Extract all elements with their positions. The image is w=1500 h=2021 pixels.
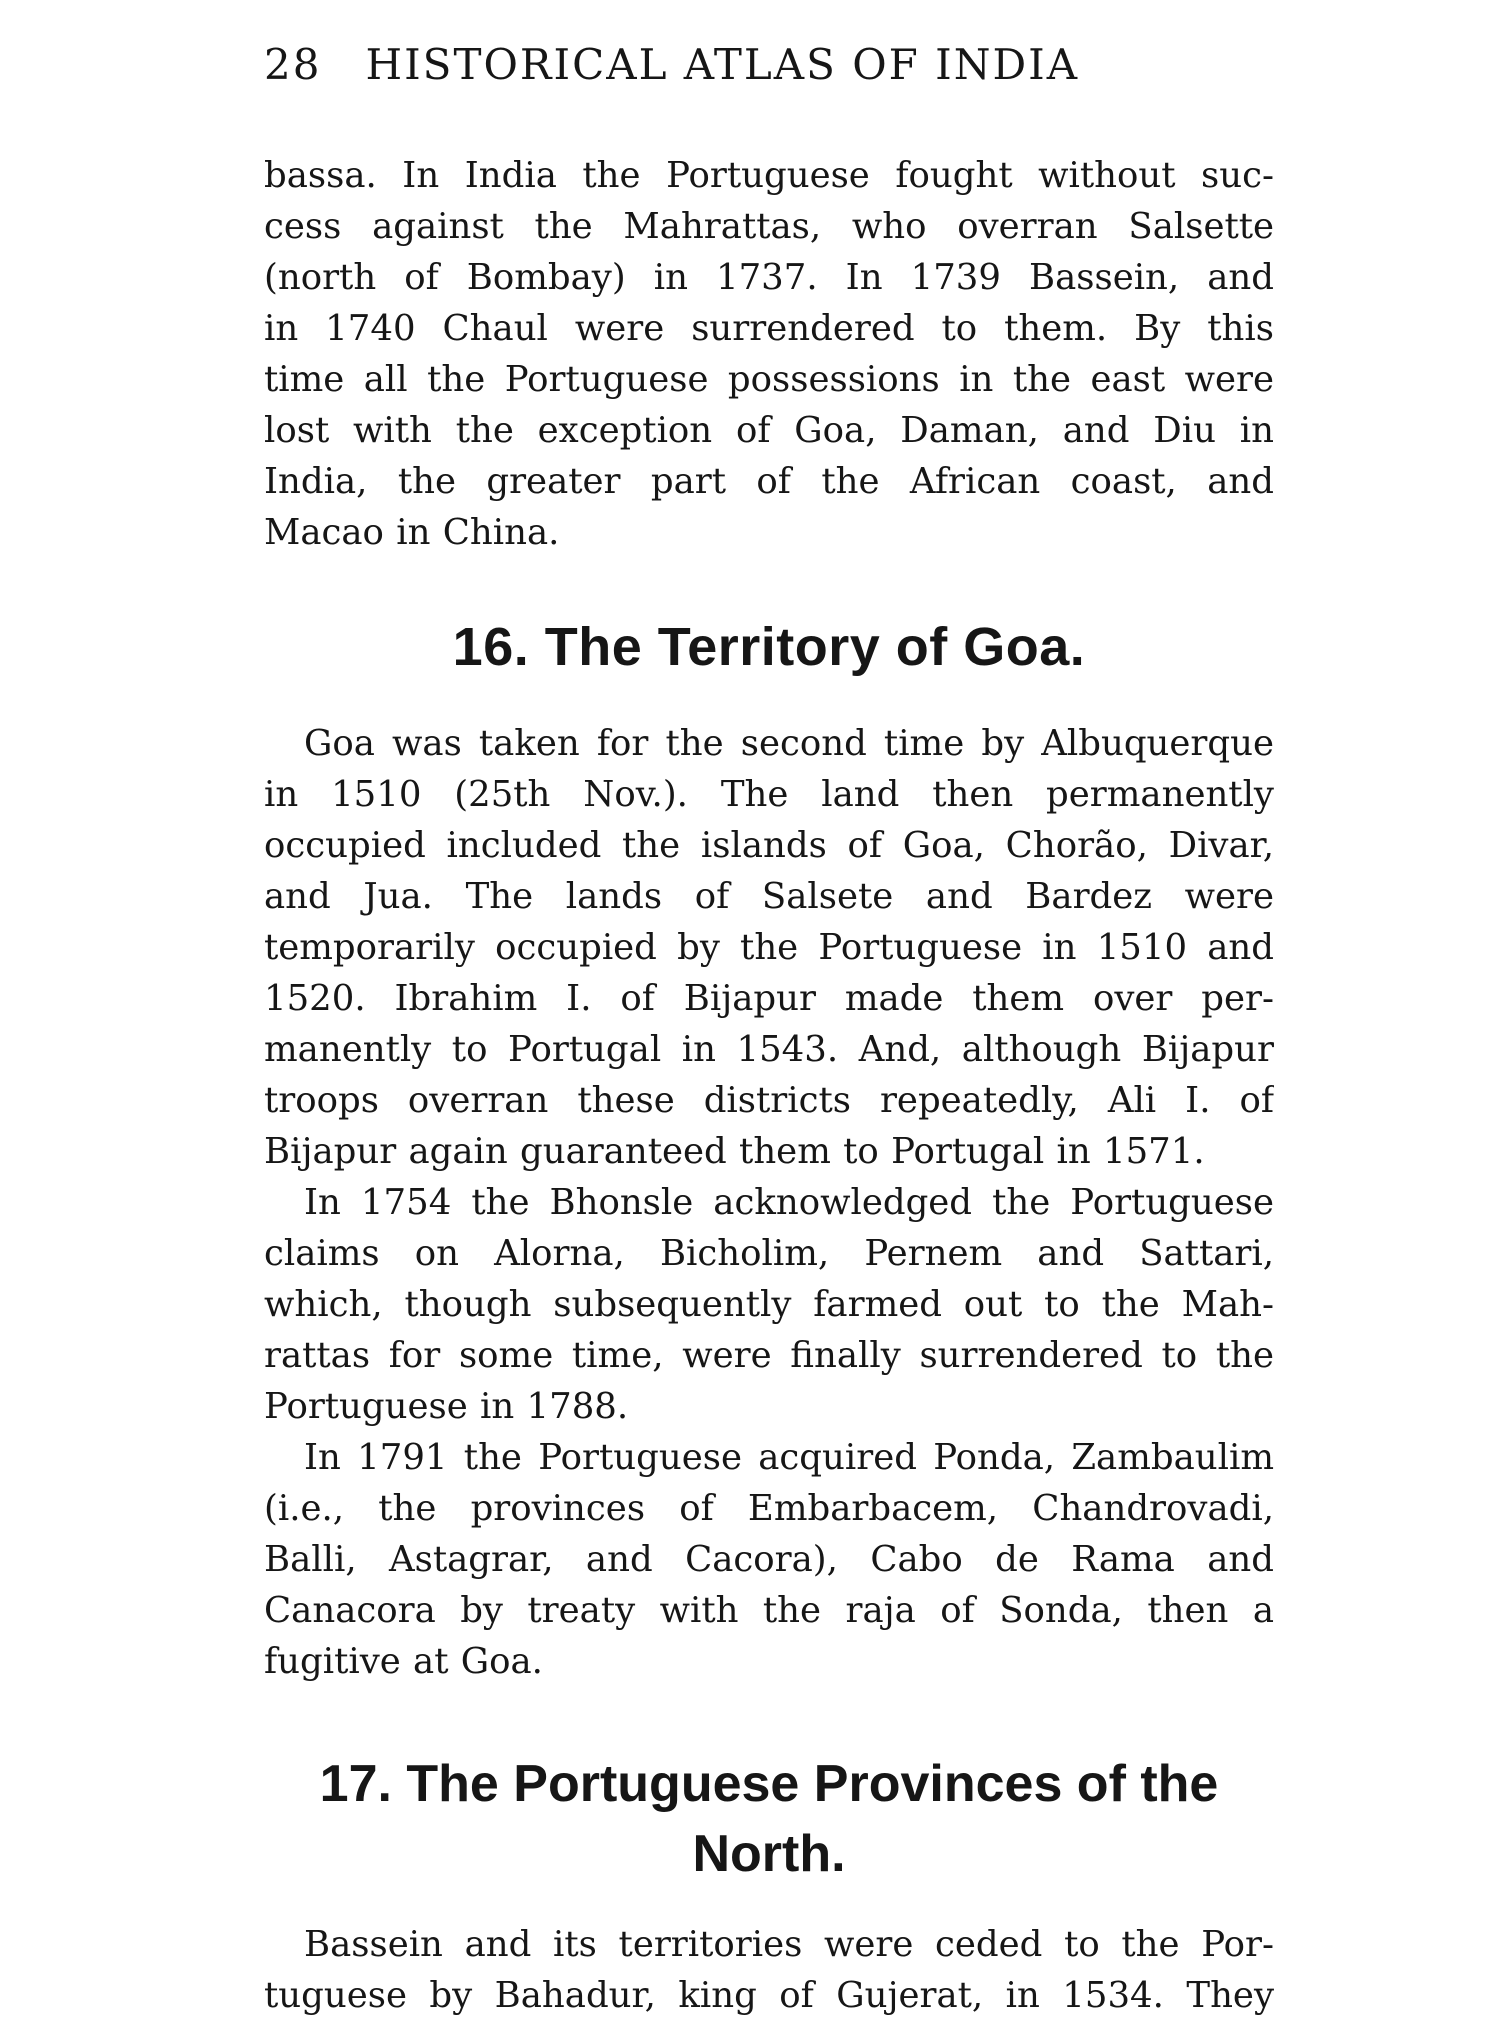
text-line: In 1754 the Bhonsle acknowledged the Portuguese (304, 1182, 1274, 1223)
text-line: rattas for some time, were finally surrendered to the (264, 1335, 1274, 1376)
text-line: lost with the exception of Goa, Daman, and Diu in (264, 410, 1274, 451)
text-line: In 1791 the Portuguese acquired Ponda, Zambaulim (304, 1437, 1274, 1478)
section-17-heading: 17. The Portuguese Provinces of the North. (319, 1755, 1219, 1883)
text-line: (north of Bombay) in 1737. In 1739 Bassein, and (264, 257, 1274, 298)
text-line: cess against the Mahrattas, who overran Salsette (264, 206, 1274, 247)
text-line: fugitive at Goa. (264, 1641, 543, 1682)
section-16-heading: 16. The Territory of Goa. (452, 617, 1086, 677)
section-17-paragraph-1 (264, 1919, 1274, 2021)
running-title: HISTORICAL ATLAS OF INDIA (365, 40, 1080, 89)
text-line: temporarily occupied by the Portuguese in 1510 and (264, 927, 1274, 968)
section-16-paragraph-1 (264, 718, 1274, 1177)
book-page (264, 30, 1274, 2021)
text-line: tuguese by Bahadur, king of Gujerat, in 1534. They (264, 1975, 1274, 2016)
intro-paragraph (264, 150, 1274, 558)
text-line: in 1510 (25th Nov.). The land then permanently (264, 774, 1274, 815)
text-line: in 1740 Chaul were surrendered to them. By this (264, 308, 1274, 349)
text-line: which, though subsequently farmed out to the Mah- (264, 1284, 1274, 1325)
text-line: and Jua. The lands of Salsete and Bardez were (264, 876, 1274, 917)
text-line: time all the Portuguese possessions in the east were (264, 359, 1274, 400)
text-line: manently to Portugal in 1543. And, although Bijapur (264, 1029, 1274, 1070)
text-line: Canacora by treaty with the raja of Sonda, then a (264, 1590, 1274, 1631)
text-line: (i.e., the provinces of Embarbacem, Chandrovadi, (264, 1488, 1274, 1529)
text-line: Goa was taken for the second time by Albuquerque (304, 723, 1274, 764)
text-line: claims on Alorna, Bicholim, Pernem and Sattari, (264, 1233, 1274, 1274)
text-line: Portuguese in 1788. (264, 1386, 629, 1427)
section-16-paragraph-3 (264, 1432, 1274, 1687)
text-line: Bijapur again guaranteed them to Portugal in 1571. (264, 1131, 1205, 1172)
text-line: 1520. Ibrahim I. of Bijapur made them over per- (264, 978, 1274, 1019)
text-line: troops overran these districts repeatedly, Ali I. of (264, 1080, 1274, 1121)
text-line: India, the greater part of the African coast, and (264, 461, 1274, 502)
text-line: occupied included the islands of Goa, Chorão, Divar, (264, 825, 1274, 866)
section-16-paragraph-2 (264, 1177, 1274, 1432)
text-line: Macao in China. (264, 512, 560, 553)
text-line: bassa. In India the Portuguese fought without suc- (264, 155, 1274, 196)
text-line: Bassein and its territories were ceded to the Por- (304, 1924, 1274, 1965)
text-line: Balli, Astagrar, and Cacora), Cabo de Rama and (264, 1539, 1274, 1580)
running-header (264, 30, 1274, 100)
page-number: 28 (264, 40, 322, 89)
